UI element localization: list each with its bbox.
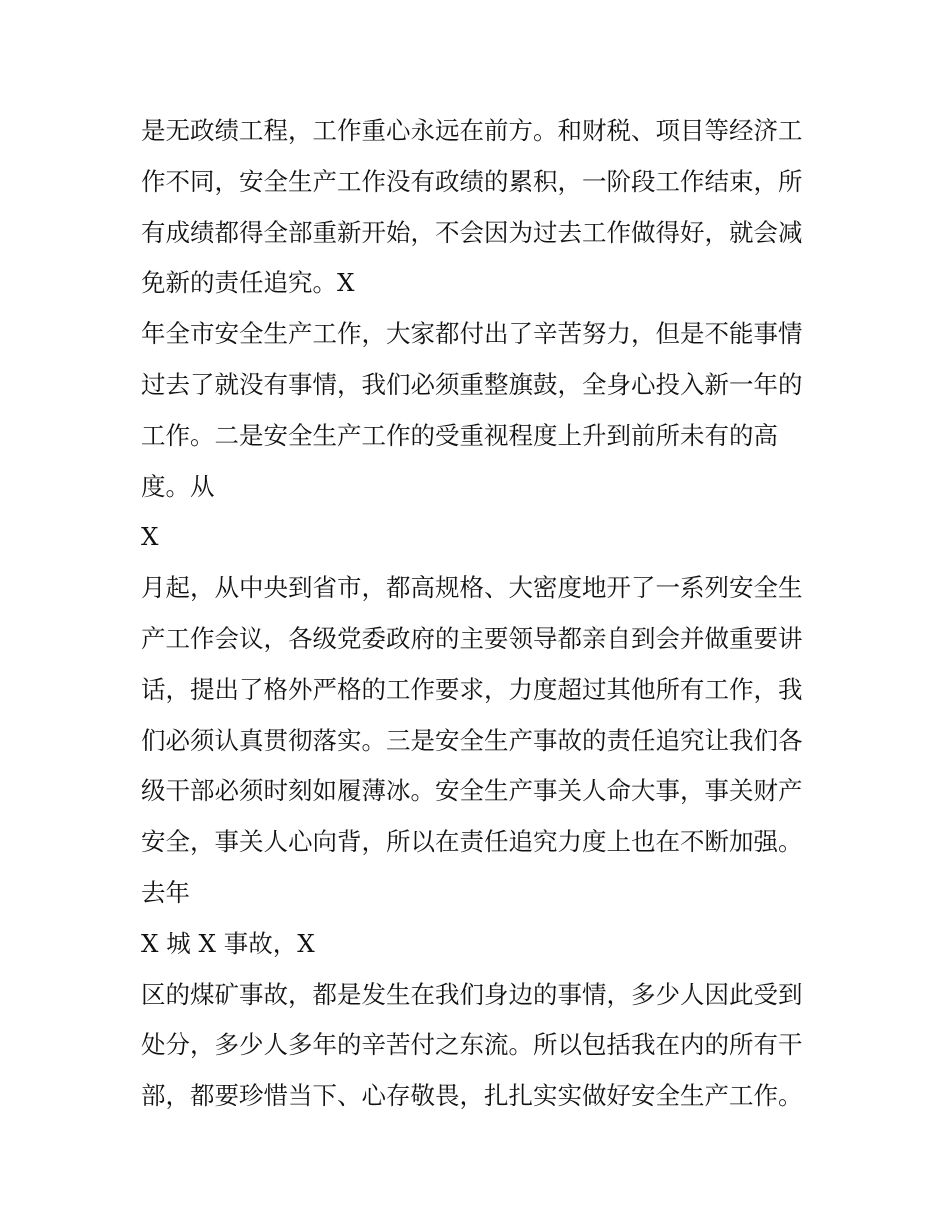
- text-line: 们必须认真贯彻落实。三是安全生产事故的责任追究让我们各: [141, 725, 803, 755]
- text-line: 部，都要珍惜当下、心存敬畏，扎扎实实做好安全生产工作。: [141, 1081, 803, 1111]
- text-line: 处分，多少人多年的辛苦付之东流。所以包括我在内的所有干: [141, 1030, 803, 1060]
- text-line: X 城 X 事故，X: [141, 928, 315, 958]
- text-line: 作不同，安全生产工作没有政绩的累积，一阶段工作结束，所: [141, 166, 803, 196]
- text-line: 区的煤矿事故，都是发生在我们身边的事情，多少人因此受到: [141, 979, 803, 1009]
- text-line: 去年: [141, 877, 190, 907]
- text-line: 安全，事关人心向背，所以在责任追究力度上也在不断加强。: [141, 827, 803, 857]
- text-line: 过去了就没有事情，我们必须重整旗鼓，全身心投入新一年的: [141, 369, 803, 399]
- text-line: 产工作会议，各级党委政府的主要领导都亲自到会并做重要讲: [141, 623, 803, 653]
- text-line: 免新的责任追究。X: [141, 268, 355, 298]
- text-line: 级干部必须时刻如履薄冰。安全生产事关人命大事，事关财产: [141, 776, 803, 806]
- text-line: 工作。二是安全生产工作的受重视程度上升到前所未有的高: [141, 420, 778, 450]
- text-line: 年全市安全生产工作，大家都付出了辛苦努力，但是不能事情: [141, 319, 803, 349]
- text-line: 月起，从中央到省市，都高规格、大密度地开了一系列安全生: [141, 573, 803, 603]
- body-text: [141, 106, 821, 1122]
- text-line: 有成绩都得全部重新开始，不会因为过去工作做得好，就会减: [141, 217, 803, 247]
- text-line: 是无政绩工程，工作重心永远在前方。和财税、项目等经济工: [141, 116, 803, 145]
- text-line: 度。从: [141, 471, 215, 501]
- text-line: 话，提出了格外严格的工作要求，力度超过其他所有工作，我: [141, 674, 803, 704]
- text-line: X: [141, 522, 159, 552]
